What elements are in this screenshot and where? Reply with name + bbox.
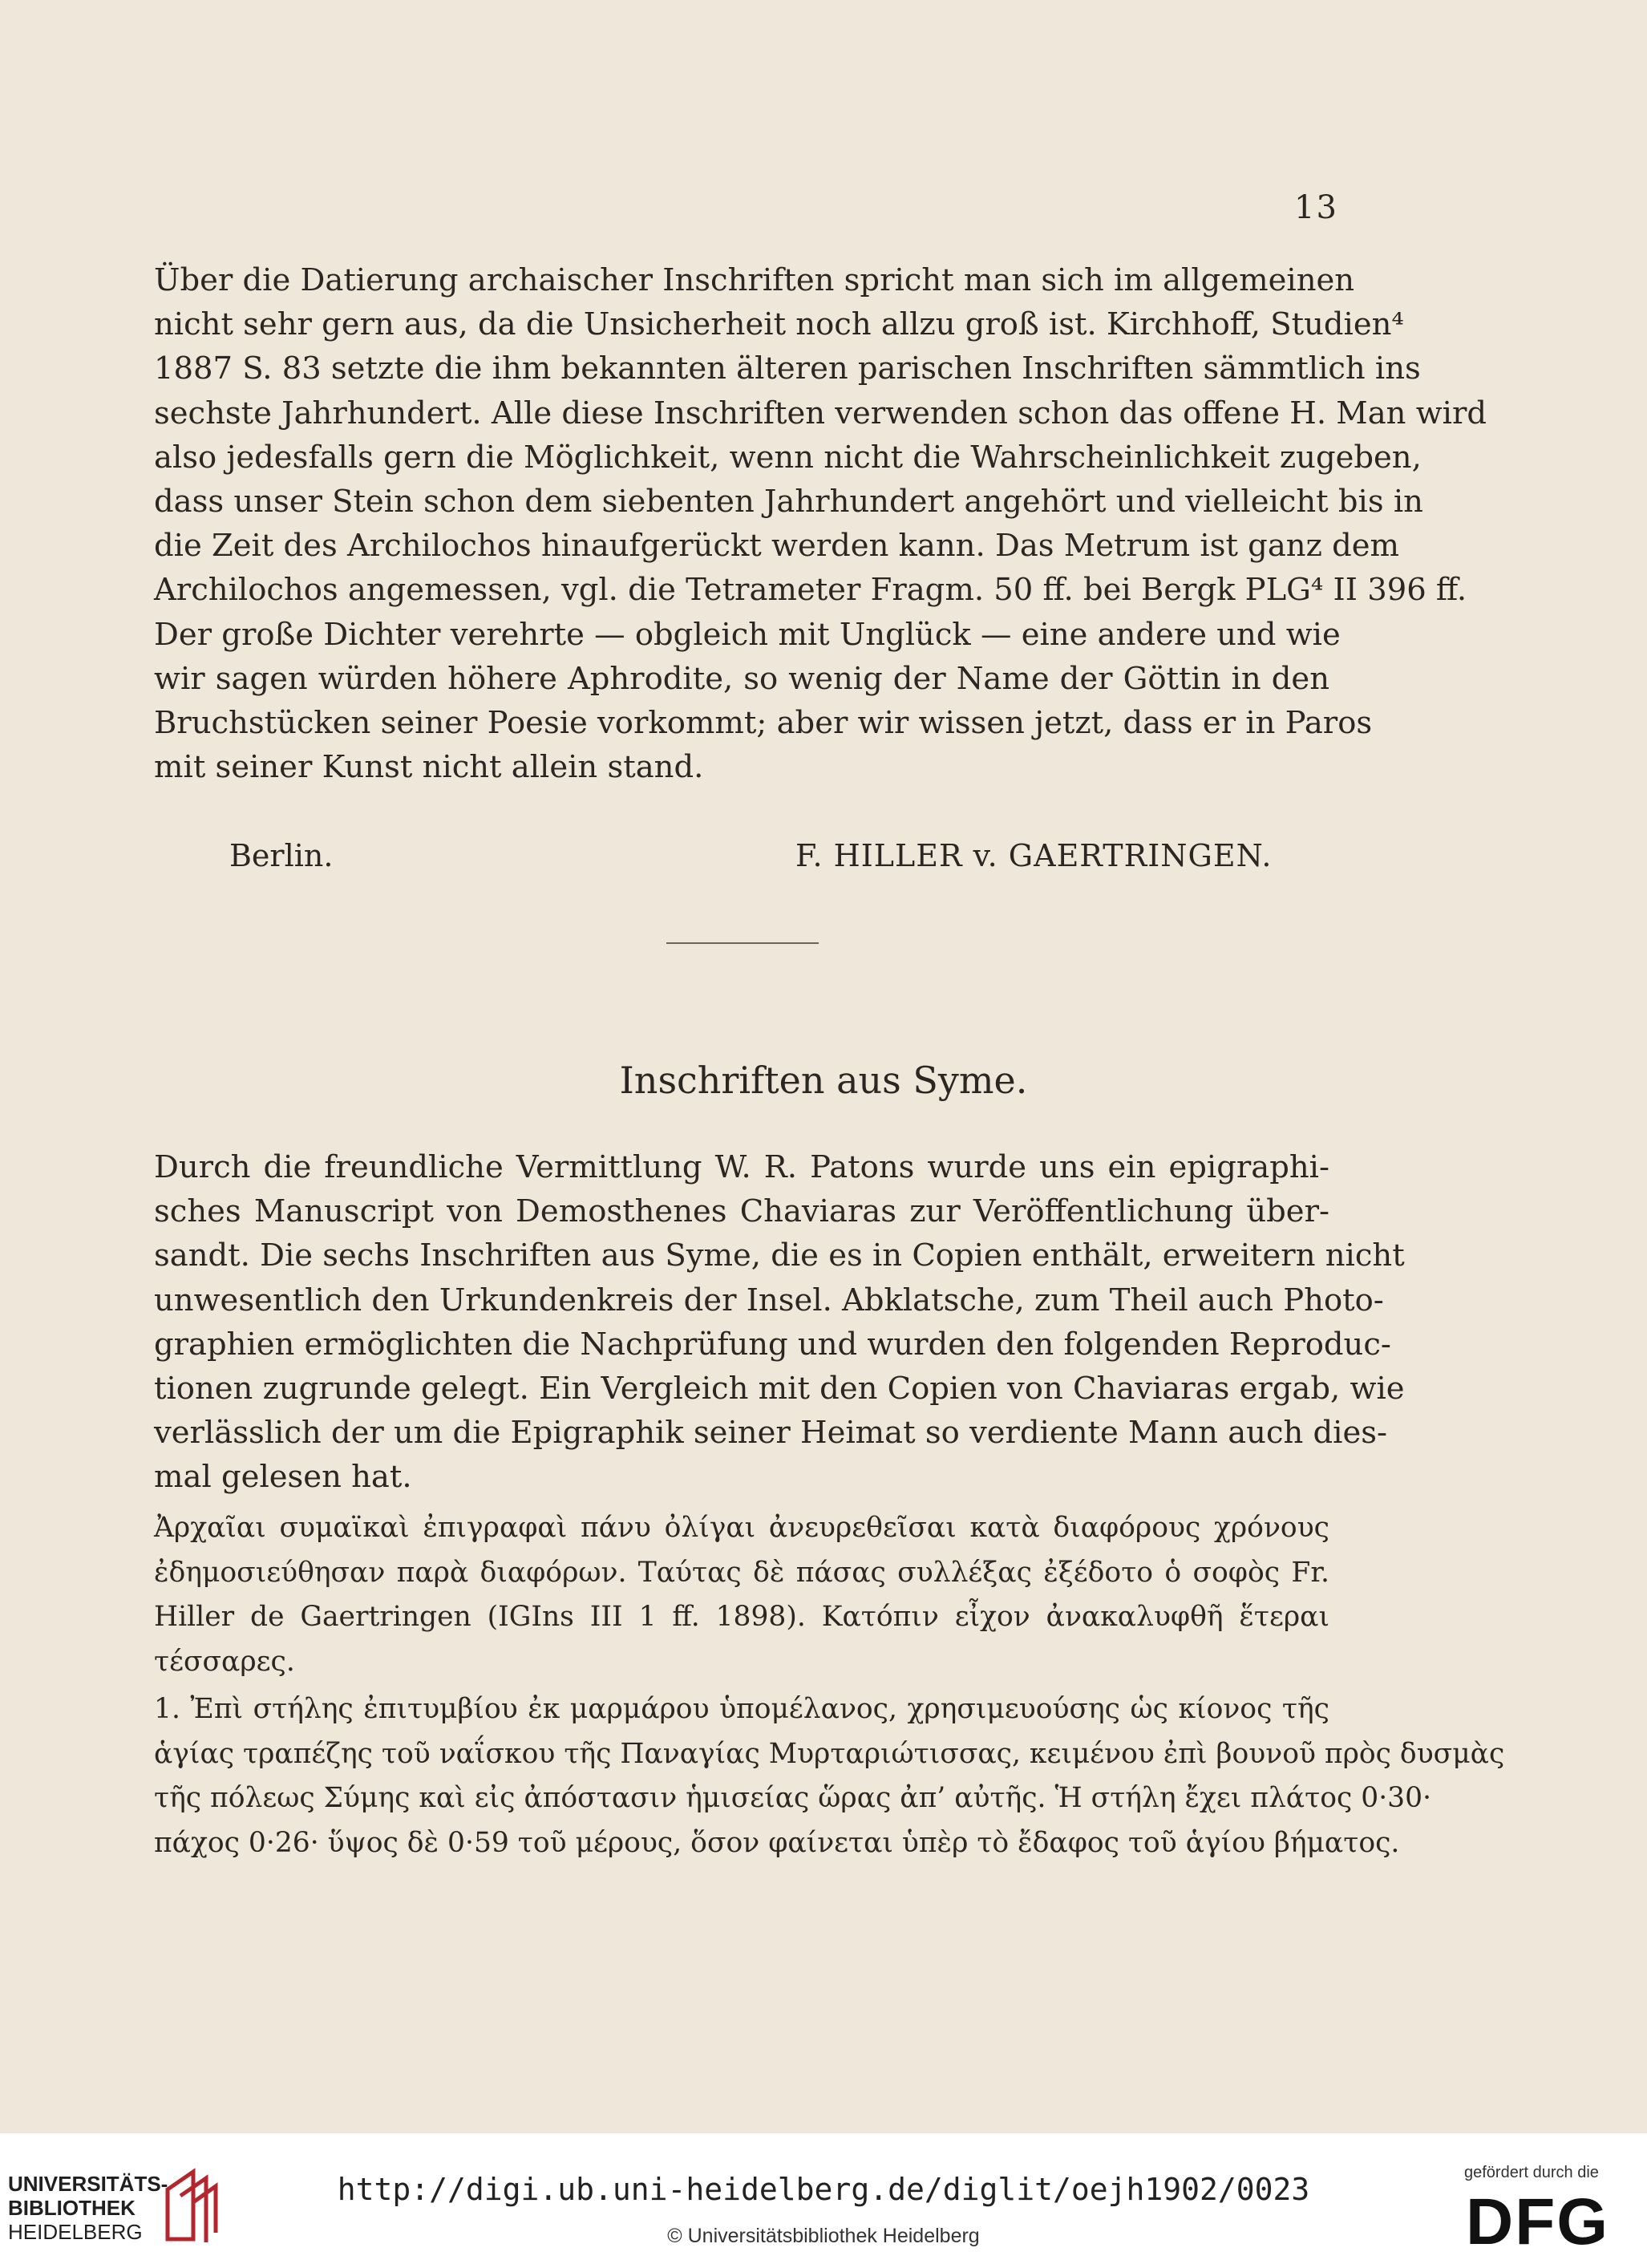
text-line: ἐδημοσιεύθησαν παρὰ διαφόρων. Ταύτας δὲ πάσας συλλέξας ἐξέδοτο ὁ σοφὸς Fr. [154, 1556, 1329, 1589]
text-line: ἁγίας τραπέζης τοῦ ναΐσκου τῆς Παναγίας Μυρταριώτισσας, κειμένου ἐπὶ βουνοῦ πρὸς δυσμὰς [154, 1737, 1505, 1770]
page-number: 13 [1294, 189, 1338, 226]
text-line: wir sagen würden höhere Aphrodite, so wenig der Name der Göttin in den [154, 660, 1329, 697]
text-line: die Zeit des Archilochos hinaufgerückt werden kann. Das Metrum ist ganz dem [154, 528, 1400, 565]
text-line: Durch die freundliche Vermittlung W. R. Patons wurde uns ein epigraphi- [154, 1149, 1329, 1185]
library-name-line: BIBLIOTHEK [8, 2196, 136, 2220]
text-line: Hiller de Gaertringen (IGIns III 1 ff. 1898). Κατόπιν εἶχον ἀνακαλυφθῆ ἕτεραι [154, 1601, 1329, 1634]
paragraph-greek-item-1 [154, 1687, 1505, 1865]
text-line: graphien ermöglichten die Nachprüfung und wurden den folgenden Reproduc- [154, 1326, 1391, 1363]
paragraph-greek-intro [154, 1506, 1329, 1684]
text-line: 1887 S. 83 setzte die ihm bekannten älteren parischen Inschriften sämmtlich ins [154, 350, 1421, 387]
text-line: Bruchstücken seiner Poesie vorkommt; aber wir wissen jetzt, dass er in Paros [154, 705, 1373, 742]
text-line: Ἀρχαῖαι συμαϊκαὶ ἐπιγραφαὶ πάνυ ὀλίγαι ἀνευρεθεῖσαι κατὰ διαφόρους χρόνους [154, 1512, 1329, 1544]
section-divider [666, 942, 819, 944]
funding-note: gefördert durch die [1464, 2164, 1599, 2181]
text-line: dass unser Stein schon dem siebenten Jahrhundert angehört und vielleicht bis in [154, 484, 1423, 520]
library-name-line: UNIVERSITÄTS- [8, 2172, 168, 2196]
copyright-notice: © Universitätsbibliothek Heidelberg [667, 2225, 980, 2247]
text-line: unwesentlich den Urkundenkreis der Insel. Abklatsche, zum Theil auch Photo- [154, 1282, 1384, 1318]
text-line: nicht sehr gern aus, da die Unsicherheit noch allzu groß ist. Kirchhoff, Studien⁴ [154, 306, 1404, 343]
signature-author: F. HILLER v. GAERTRINGEN. [795, 838, 1273, 873]
text-line: sandt. Die sechs Inschriften aus Syme, die es in Copien enthält, erweitern nicht [154, 1237, 1405, 1274]
text-line: Der große Dichter verehrte — obgleich mit Unglück — eine andere und wie [154, 616, 1341, 653]
text-line: Über die Datierung archaischer Inschriften spricht man sich im allgemeinen [154, 262, 1355, 298]
text-line: τῆς πόλεως Σύμης καὶ εἰς ἀπόστασιν ἡμισείας ὥρας ἀπ’ αὐτῆς. Ἡ στήλη ἔχει πλάτος 0·30· [154, 1782, 1432, 1815]
text-line: mal gelesen hat. [154, 1459, 412, 1496]
section-title: Inschriften aus Syme. [619, 1059, 1028, 1102]
signature-city: Berlin. [229, 838, 334, 873]
paragraph-datierung [154, 258, 1487, 789]
paragraph-intro [154, 1145, 1405, 1500]
text-line: tionen zugrunde gelegt. Ein Vergleich mit den Copien von Chaviaras ergab, wie [154, 1371, 1405, 1407]
text-line: τέσσαρες. [154, 1645, 295, 1678]
text-line: 1. Ἐπὶ στήλης ἐπιτυμβίου ἐκ μαρμάρου ὑπομέλανος, χρησιμευούσης ὡς κίονος τῆς [154, 1693, 1329, 1725]
text-line: Archilochos angemessen, vgl. die Tetrameter Fragm. 50 ff. bei Bergk PLG⁴ II 396 ff. [154, 572, 1467, 609]
permalink-url[interactable]: http://digi.ub.uni-heidelberg.de/diglit/oejh1902/0023 [337, 2172, 1310, 2207]
text-line: mit seiner Kunst nicht allein stand. [154, 749, 704, 786]
text-line: sechste Jahrhundert. Alle diese Inschriften verwenden schon das offene H. Man wird [154, 395, 1487, 431]
dfg-logo: DFG [1466, 2185, 1610, 2258]
text-line: verlässlich der um die Epigraphik seiner Heimat so verdiente Mann auch dies- [154, 1415, 1388, 1452]
text-line: sches Manuscript von Demosthenes Chaviaras zur Veröffentlichung über- [154, 1193, 1329, 1230]
library-name-line: HEIDELBERG [8, 2220, 143, 2244]
text-line: πάχος 0·26· ὕψος δὲ 0·59 τοῦ μέρους, ὅσον φαίνεται ὑπὲρ τὸ ἔδαφος τοῦ ἁγίου βήματος. [154, 1826, 1400, 1859]
text-line: also jedesfalls gern die Möglichkeit, wenn nicht die Wahrscheinlichkeit zugeben, [154, 439, 1422, 476]
